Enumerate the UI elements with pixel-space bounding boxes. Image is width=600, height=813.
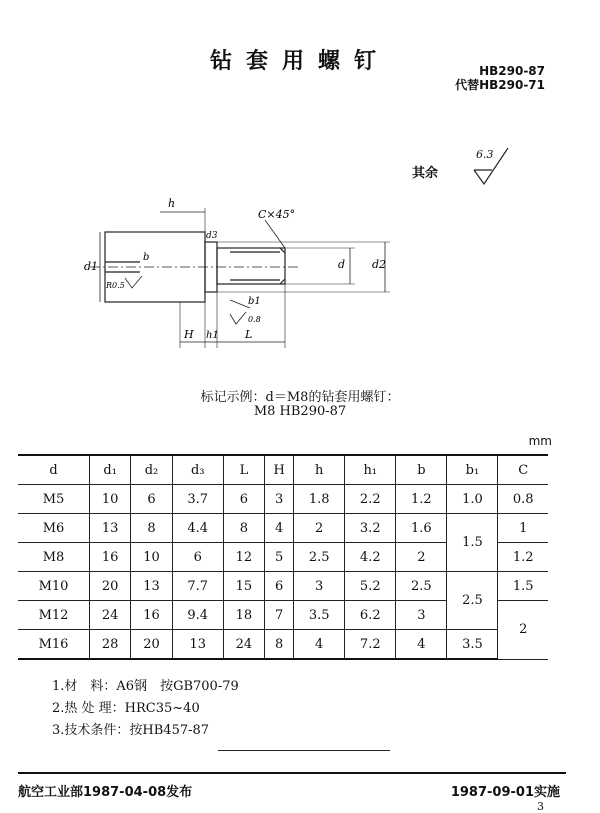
col-header: C: [498, 455, 548, 485]
cell-d2: 8: [131, 514, 172, 543]
standard-number: HB290-87: [479, 64, 545, 78]
cell-b1: 1.5: [447, 514, 498, 572]
cell-b1: 1.0: [447, 485, 498, 514]
roughness-check-icon: [412, 148, 512, 188]
cell-d3: 3.7: [172, 485, 223, 514]
cell-H: 8: [265, 630, 294, 660]
screw-drawing: [80, 190, 420, 360]
cell-L: 12: [223, 543, 264, 572]
label-H: H: [184, 328, 194, 341]
label-h: h: [168, 197, 176, 210]
note-heat-treatment: 2.热 处 理：HRC35~40: [52, 701, 200, 716]
col-header: b: [396, 455, 447, 485]
notes-list: [52, 676, 239, 742]
cell-h1: 4.2: [345, 543, 396, 572]
cell-h: 4: [294, 630, 345, 660]
cell-d1: 20: [90, 572, 131, 601]
cell-d2: 20: [131, 630, 172, 660]
label-ra: 0.8: [248, 315, 261, 324]
note-technical-conditions: 3.技术条件：按HB457-87: [52, 723, 210, 738]
cell-d2: 10: [131, 543, 172, 572]
cell-d: M10: [18, 572, 90, 601]
cell-h: 1.8: [294, 485, 345, 514]
label-chamfer: C×45°: [258, 208, 296, 221]
cell-d1: 16: [90, 543, 131, 572]
cell-c: 2: [498, 601, 548, 660]
label-d: d: [338, 258, 346, 271]
cell-L: 24: [223, 630, 264, 660]
cell-b: 4: [396, 630, 447, 660]
table-row: [18, 485, 548, 514]
cell-c: 1: [498, 514, 548, 543]
label-r: R0.5: [106, 281, 125, 290]
col-header: L: [223, 455, 264, 485]
cell-H: 3: [265, 485, 294, 514]
cell-h1: 2.2: [345, 485, 396, 514]
cell-b: 2.5: [396, 572, 447, 601]
label-b1: b1: [248, 296, 261, 307]
cell-d2: 16: [131, 601, 172, 630]
cell-d3: 13: [172, 630, 223, 660]
cell-c: 1.5: [498, 572, 548, 601]
standard-number-block: [455, 64, 545, 92]
label-d1: d1: [84, 260, 99, 273]
cell-L: 6: [223, 485, 264, 514]
label-d3: d3: [206, 231, 218, 241]
cell-L: 15: [223, 572, 264, 601]
col-header: d₂: [131, 455, 172, 485]
roughness-label: 其余: [412, 166, 439, 181]
col-header: b₁: [447, 455, 498, 485]
cell-b: 2: [396, 543, 447, 572]
label-b: b: [143, 252, 150, 263]
dimension-table: [18, 454, 548, 660]
col-header: d₃: [172, 455, 223, 485]
col-header: h: [294, 455, 345, 485]
cell-H: 7: [265, 601, 294, 630]
col-header: h₁: [345, 455, 396, 485]
cell-h1: 6.2: [345, 601, 396, 630]
cell-d: M12: [18, 601, 90, 630]
cell-d: M6: [18, 514, 90, 543]
cell-d2: 6: [131, 485, 172, 514]
supersedes-number: 代替HB290-71: [455, 78, 545, 92]
cell-d: M5: [18, 485, 90, 514]
page-number: 3: [537, 800, 544, 813]
cell-b: 1.6: [396, 514, 447, 543]
cell-b: 3: [396, 601, 447, 630]
effective-date: 1987-09-01实施: [450, 785, 560, 800]
cell-b1: 2.5: [447, 572, 498, 630]
label-d2: d2: [372, 258, 387, 271]
cell-h1: 3.2: [345, 514, 396, 543]
cell-h: 2.5: [294, 543, 345, 572]
cell-L: 8: [223, 514, 264, 543]
cell-H: 5: [265, 543, 294, 572]
cell-b: 1.2: [396, 485, 447, 514]
unit-label: mm: [528, 434, 552, 448]
cell-d: M8: [18, 543, 90, 572]
cell-h: 3: [294, 572, 345, 601]
cell-d3: 6: [172, 543, 223, 572]
cell-d1: 10: [90, 485, 131, 514]
col-header: d: [18, 455, 90, 485]
cell-d1: 24: [90, 601, 131, 630]
cell-c: 1.2: [498, 543, 548, 572]
table-row: [18, 514, 548, 543]
cell-L: 18: [223, 601, 264, 630]
issued-date: 航空工业部1987-04-08发布: [18, 785, 193, 800]
cell-h1: 5.2: [345, 572, 396, 601]
cell-H: 6: [265, 572, 294, 601]
cell-c: 0.8: [498, 485, 548, 514]
cell-h: 2: [294, 514, 345, 543]
table-header-row: [18, 455, 548, 485]
table-row: [18, 572, 548, 601]
roughness-value: 6.3: [476, 148, 494, 161]
screw-body-outline: [217, 248, 285, 284]
col-header: d₁: [90, 455, 131, 485]
col-header: H: [265, 455, 294, 485]
label-L: L: [245, 328, 253, 341]
page-title: 钻套用螺钉: [209, 49, 390, 74]
marking-example-label: 标记示例：d＝M8的钻套用螺钉：: [200, 390, 400, 405]
cell-H: 4: [265, 514, 294, 543]
table-row: [18, 630, 548, 660]
cell-h1: 7.2: [345, 630, 396, 660]
cell-d1: 13: [90, 514, 131, 543]
cell-b1: 3.5: [447, 630, 498, 660]
marking-example-value: M8 HB290-87: [253, 404, 347, 419]
cell-d3: 7.7: [172, 572, 223, 601]
label-h1: h1: [206, 330, 219, 341]
cell-d2: 13: [131, 572, 172, 601]
cell-h: 3.5: [294, 601, 345, 630]
cell-d3: 9.4: [172, 601, 223, 630]
cell-d3: 4.4: [172, 514, 223, 543]
footer-divider: [18, 772, 566, 774]
note-material: 1.材 料：A6钢 按GB700-79: [52, 679, 239, 694]
signature-divider: [218, 750, 390, 751]
cell-d: M16: [18, 630, 90, 660]
cell-d1: 28: [90, 630, 131, 660]
